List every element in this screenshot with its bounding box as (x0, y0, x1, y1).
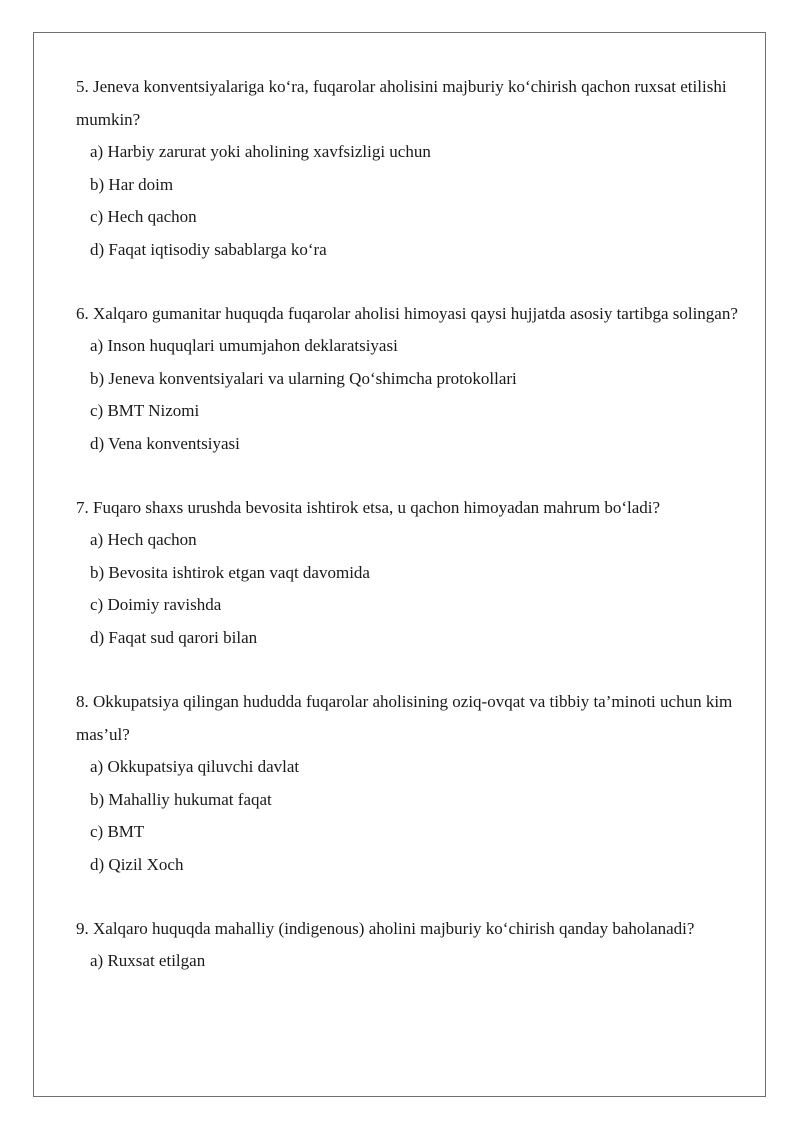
option-d: d) Qizil Xoch (90, 854, 184, 874)
option-b: b) Har doim (90, 174, 174, 194)
option-b: b) Jeneva konventsiyalari va ularning Qo‘shimcha protokollari (90, 368, 517, 388)
question-7 (76, 491, 752, 654)
option-a: a) Harbiy zarurat yoki aholining xavfsizligi uchun (90, 142, 431, 161)
option-a: a) Hech qachon (90, 530, 197, 549)
question-6 (76, 297, 752, 460)
option-d: d) Faqat sud qarori bilan (90, 627, 258, 647)
option-c: c) Hech qachon (90, 207, 197, 226)
question-8 (76, 685, 752, 881)
answer-options (76, 330, 752, 460)
option-a: a) Okkupatsiya qiluvchi davlat (90, 757, 300, 776)
answer-options (76, 524, 752, 654)
answer-options (76, 751, 752, 881)
question-text: 7. Fuqaro shaxs urushda bevosita ishtirok etsa, u qachon himoyadan mahrum bo‘ladi? (76, 498, 661, 517)
option-c: c) Doimiy ravishda (90, 595, 222, 614)
option-b: b) Bevosita ishtirok etgan vaqt davomida (90, 562, 370, 582)
question-5 (76, 70, 752, 266)
option-b: b) Mahalliy hukumat faqat (90, 789, 272, 809)
option-c: c) BMT Nizomi (90, 401, 200, 420)
document-content (76, 70, 752, 1009)
option-d: d) Faqat iqtisodiy sabablarga ko‘ra (90, 239, 327, 259)
question-text: 9. Xalqaro huquqda mahalliy (indigenous) aholini majburiy ko‘chirish qanday baholanadi? (76, 919, 695, 938)
question-9 (76, 912, 752, 978)
question-text: 8. Okkupatsiya qilingan hududda fuqarolar aholisining oziq-ovqat va tibbiy ta’minoti uchun kim mas’ul? (76, 692, 733, 744)
option-a: a) Ruxsat etilgan (90, 951, 206, 970)
question-text: 5. Jeneva konventsiyalariga ko‘ra, fuqarolar aholisini majburiy ko‘chirish qachon ruxsat etilishi mumkin? (76, 77, 727, 129)
option-d: d) Vena konventsiyasi (90, 433, 240, 453)
option-c: c) BMT (90, 822, 145, 841)
question-text: 6. Xalqaro gumanitar huquqda fuqarolar aholisi himoyasi qaysi hujjatda asosiy tartibga solingan? (76, 304, 738, 323)
answer-options (76, 136, 752, 266)
answer-options (76, 945, 752, 978)
option-a: a) Inson huquqlari umumjahon deklaratsiyasi (90, 336, 398, 355)
